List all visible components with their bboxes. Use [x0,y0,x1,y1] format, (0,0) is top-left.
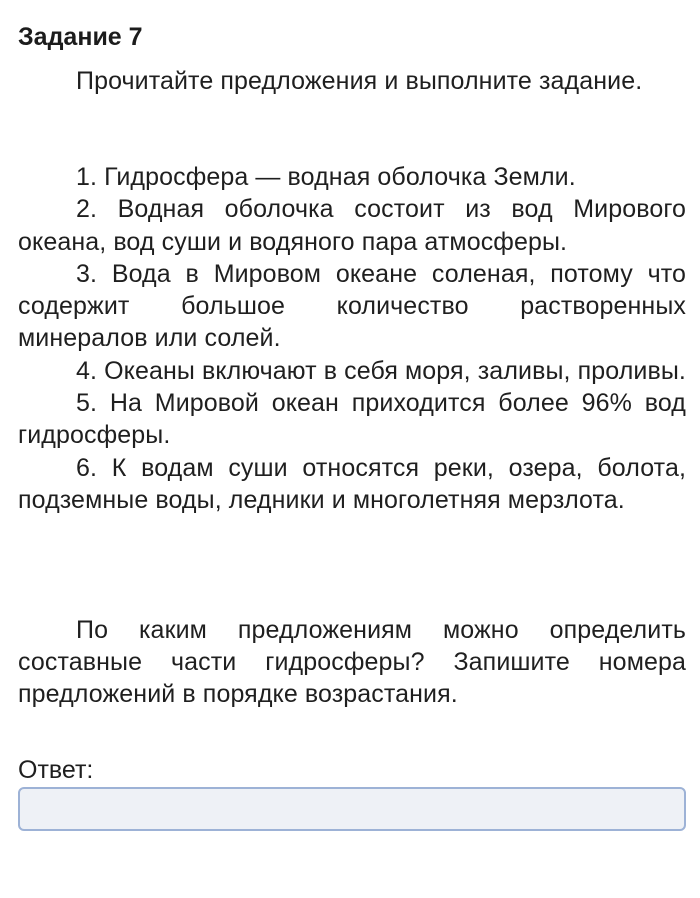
sentence-list [18,161,686,516]
answer-label: Ответ: [18,756,94,784]
sentence-3: 3. Вода в Мировом океане соленая, потому что содержит большое количество растворенных минералов или солей. [18,259,686,353]
sentence-4: 4. Океаны включают в себя моря, заливы, проливы. [76,356,686,385]
sentence-1: 1. Гидросфера — водная оболочка Земли. [76,163,576,191]
task-title: Задание 7 [18,23,143,51]
task-question: По каким предложениям можно определить составные части гидросферы? Запишите номера предложений в порядке возрастания. [18,616,686,708]
sentence-5: 5. На Мировой океан приходится более 96% вод гидросферы. [18,389,686,450]
task-intro: Прочитайте предложения и выполните задание. [76,67,643,95]
answer-input[interactable] [18,787,686,831]
sentence-2: 2. Водная оболочка состоит из вод Мирового океана, вод суши и водяного пара атмосферы. [18,195,686,256]
sentence-6: 6. К водам суши относятся реки, озера, болота, подземные воды, ледники и многолетняя мерзлота. [18,453,686,514]
